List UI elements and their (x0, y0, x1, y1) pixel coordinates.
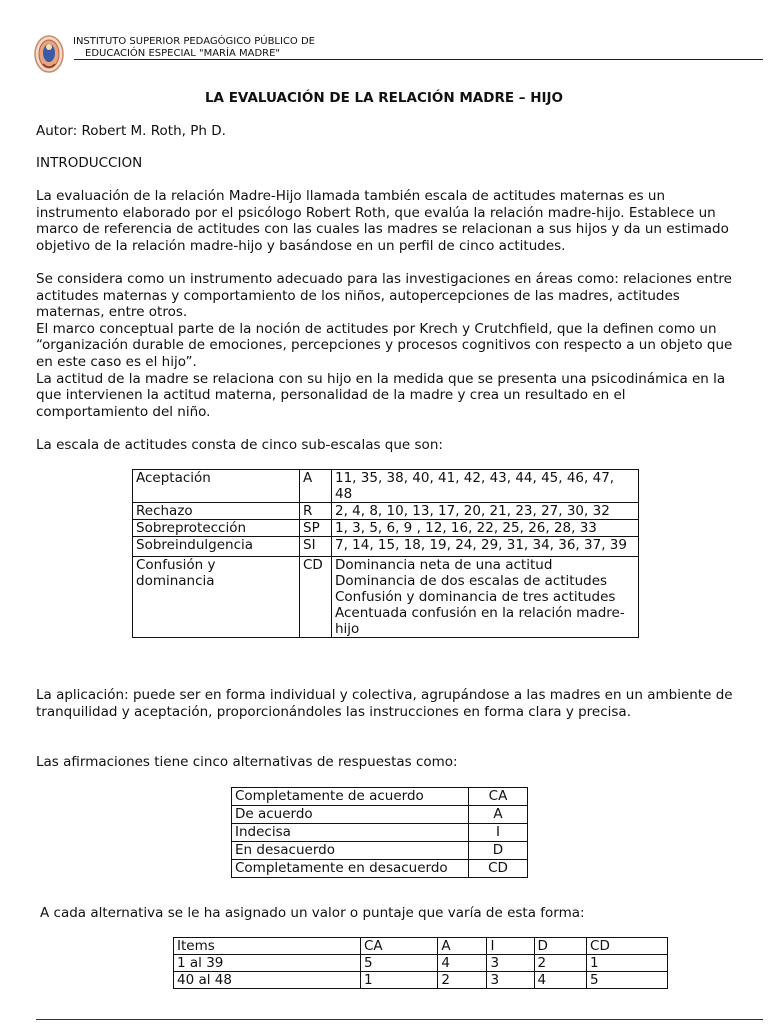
subscale-name: Sobreprotección (133, 520, 300, 537)
footer-divider (36, 1019, 763, 1020)
institution-crest-icon (33, 34, 65, 74)
institute-name (73, 36, 315, 60)
column-header: A (438, 938, 487, 955)
alternative-code: CA (469, 788, 528, 806)
description-line: Dominancia de dos escalas de actitudes (335, 573, 608, 589)
column-header: D (534, 938, 587, 955)
alternative-code: I (469, 824, 528, 842)
alternatives-intro: Las afirmaciones tiene cinco alternativas de respuestas como: (36, 754, 458, 770)
alternative-code: A (469, 806, 528, 824)
table-row (133, 557, 639, 638)
institute-line-2: EDUCACIÓN ESPECIAL "MARÍA MADRE" (85, 48, 281, 59)
column-header: I (487, 938, 534, 955)
table-cell: 3 (487, 972, 534, 989)
paragraph-definition: La evaluación de la relación Madre-Hijo llamada también escala de actitudes maternas es un instrumento elaborado por el psicólogo Robert Roth, que evalúa la relación madre-hijo. Establece un marco de referencia de actitudes con las cuales las madres se relacionan a sus hijos y da un estimado objetivo de la relación madre-hijo y basándose en un perfil de cinco actitudes. (36, 188, 729, 254)
subscale-items: 2, 4, 8, 10, 13, 17, 20, 21, 23, 27, 30, 32 (332, 503, 639, 520)
table-cell: 40 al 48 (174, 972, 361, 989)
scale-intro: La escala de actitudes consta de cinco sub-escalas que son: (36, 437, 443, 453)
alternative-code: D (469, 842, 528, 860)
page-header (33, 30, 763, 74)
column-header: Items (174, 938, 361, 955)
subscale-items: 7, 14, 15, 18, 19, 24, 29, 31, 34, 36, 37, 39 (332, 537, 639, 557)
table-row (133, 503, 639, 520)
table-header-row (174, 938, 668, 955)
alternative-label: De acuerdo (232, 806, 469, 824)
subscale-name: Sobreindulgencia (133, 537, 300, 557)
table-cell: 3 (487, 955, 534, 972)
table-cell: 1 al 39 (174, 955, 361, 972)
subscale-code: SI (300, 537, 332, 557)
description-line: Acentuada confusión en la relación madre-hijo (335, 605, 625, 637)
table-row (174, 955, 668, 972)
table-row (232, 824, 528, 842)
alternative-label: En desacuerdo (232, 842, 469, 860)
table-cell: 1 (360, 972, 437, 989)
table-row (232, 806, 528, 824)
paragraph-application: La aplicación: puede ser en forma individual y colectiva, agrupándose a las madres en un ambiente de tranquilidad y aceptación, proporcionándoles las instrucciones en forma clara y precisa. (36, 687, 733, 720)
table-cell: 5 (360, 955, 437, 972)
table-cell: 4 (438, 955, 487, 972)
alternatives-table (231, 787, 528, 878)
subscale-name: Confusión y dominancia (133, 557, 300, 638)
subscale-items: 1, 3, 5, 6, 9 , 12, 16, 22, 25, 26, 28, 33 (332, 520, 639, 537)
subscale-code: R (300, 503, 332, 520)
institute-line-1: INSTITUTO SUPERIOR PEDAGÓGICO PÚBLICO DE (73, 36, 316, 47)
paragraph-psychodynamic: La actitud de la madre se relaciona con su hijo en la medida que se presenta una psicodinámica en la que intervienen la actitud materna, personalidad de la madre y crea un resultado en el comportamiento del niño. (36, 370, 726, 420)
values-table (173, 937, 668, 989)
column-header: CD (587, 938, 668, 955)
author-line: Autor: Robert M. Roth, Ph D. (36, 123, 226, 139)
table-row (133, 520, 639, 537)
table-row (232, 788, 528, 806)
table-row (133, 537, 639, 557)
description-line: Confusión y dominancia de tres actitudes (335, 589, 616, 605)
paragraph-usage: Se considera como un instrumento adecuado para las investigaciones en áreas como: relaciones entre actitudes maternas y comportamiento de los niños, autopercepciones de las madres, actitudes maternas, entre otros. (36, 271, 732, 321)
subscale-name: Rechazo (133, 503, 300, 520)
alternative-label: Completamente en desacuerdo (232, 860, 469, 878)
subscale-descriptions (332, 557, 639, 638)
subscale-code: CD (300, 557, 332, 638)
alternative-label: Indecisa (232, 824, 469, 842)
table-cell: 4 (534, 972, 587, 989)
document-title: LA EVALUACIÓN DE LA RELACIÓN MADRE – HIJO (204, 90, 564, 106)
alternative-label: Completamente de acuerdo (232, 788, 469, 806)
table-row (232, 860, 528, 878)
subscale-code: A (300, 470, 332, 503)
subscale-items: 11, 35, 38, 40, 41, 42, 43, 44, 45, 46, 47, 48 (332, 470, 639, 503)
alternative-code: CD (469, 860, 528, 878)
paragraph-group (36, 271, 738, 420)
subscale-code: SP (300, 520, 332, 537)
subscale-name: Aceptación (133, 470, 300, 503)
table-row (174, 972, 668, 989)
table-cell: 5 (587, 972, 668, 989)
values-intro: A cada alternativa se le ha asignado un valor o puntaje que varía de esta forma: (40, 905, 585, 921)
subscales-table (132, 469, 639, 638)
table-cell: 2 (534, 955, 587, 972)
header-divider (74, 59, 763, 60)
table-cell: 1 (587, 955, 668, 972)
table-row (133, 470, 639, 503)
intro-heading: INTRODUCCION (36, 155, 143, 171)
table-row (232, 842, 528, 860)
column-header: CA (360, 938, 437, 955)
description-line: Dominancia neta de una actitud (335, 557, 553, 573)
paragraph-framework: El marco conceptual parte de la noción de actitudes por Krech y Crutchfield, que la definen como un “organización durable de emociones, percepciones y procesos cognitivos con respecto a un objeto que en este caso es el hijo”. (36, 320, 733, 370)
table-cell: 2 (438, 972, 487, 989)
